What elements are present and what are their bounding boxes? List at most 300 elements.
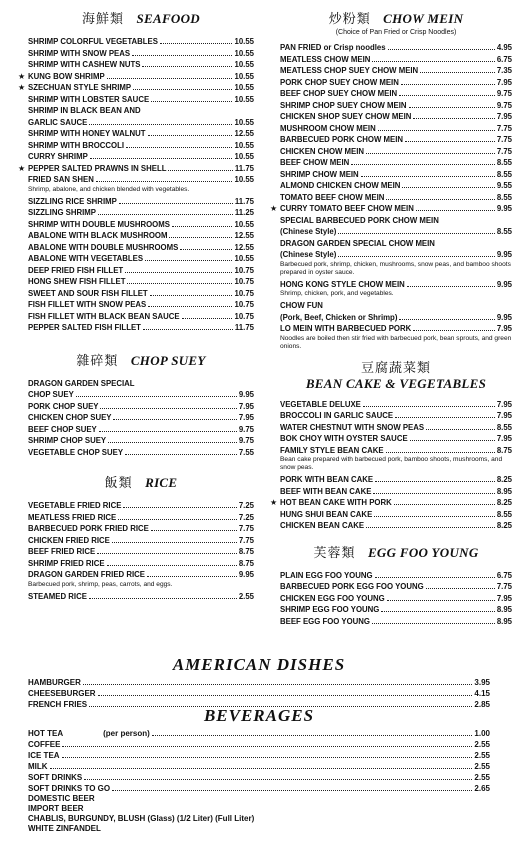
menu-item-name: DEEP FRIED FISH FILLET [28, 265, 124, 275]
menu-item-price: 11.25 [234, 208, 254, 217]
menu-item-extra: (per person) [103, 729, 150, 738]
menu-item-name: SOFT DRINKS [28, 773, 83, 782]
beverages-section [28, 706, 490, 834]
menu-item [280, 509, 512, 521]
menu-item [28, 772, 490, 783]
menu-item-name: MEATLESS CHOW MEIN [280, 54, 371, 64]
menu-item-price: 8.25 [496, 521, 512, 530]
menu-item-price: 7.55 [238, 447, 254, 457]
chow-mein-subtitle: (Choice of Pan Fried or Crisp Noodles) [335, 29, 457, 36]
menu-item-name: SOFT DRINKS TO GO [28, 784, 111, 793]
menu-item-price: 12.55 [234, 129, 254, 138]
menu-item-name: CHICKEN EGG FOO YOUNG [280, 593, 385, 603]
menu-item-name: ABALONE WITH VEGETABLES [28, 254, 144, 263]
menu-item-name: HOT TEA [28, 729, 64, 738]
menu-item-price: 7.95 [496, 324, 512, 333]
leader-dots [413, 111, 494, 119]
seafood-title-cn: 海鮮類 [82, 12, 125, 27]
menu-item-price: 2.65 [474, 784, 490, 793]
leader-dots [147, 569, 237, 577]
menu-item-price: 7.25 [238, 501, 254, 510]
star-icon: ★ [270, 498, 278, 507]
menu-item-name: STEAMED RICE [28, 591, 87, 601]
menu-item-price: 2.55 [474, 773, 490, 782]
leader-dots [112, 535, 237, 543]
leader-dots [127, 276, 232, 284]
leader-dots [372, 616, 495, 624]
menu-item-note: Barbecued pork, shrimp, chicken, mushrooms, snow peas, and bamboo shoots prepared in oyster sauce. [280, 260, 511, 276]
chop-suey-title [28, 352, 254, 370]
menu-item-name: VEGETABLE FRIED RICE [28, 501, 122, 510]
menu-item-price: 9.95 [238, 390, 254, 399]
chop-suey-title-cn: 雜碎類 [76, 353, 119, 369]
leader-dots [426, 422, 495, 430]
menu-item-name: SHRIMP WITH HONEY WALNUT [28, 129, 146, 138]
menu-item-name: SIZZLING RICE SHRIMP [28, 196, 117, 206]
menu-item-price: 10.55 [234, 94, 254, 104]
menu-item [28, 535, 254, 547]
menu-item [280, 410, 512, 422]
menu-item-name: BARBECUED PORK EGG FOO YOUNG [280, 582, 424, 591]
menu-item-price: 8.95 [496, 616, 512, 626]
menu-item [270, 203, 512, 215]
leader-dots [381, 604, 494, 612]
menu-item-price: 7.75 [496, 135, 512, 144]
menu-item-price: 8.75 [496, 445, 512, 455]
menu-item [280, 226, 512, 238]
menu-item-price: 10.75 [234, 265, 254, 275]
menu-item [28, 412, 254, 424]
menu-item-name: MEATLESS CHOP SUEY CHOW MEIN [280, 66, 419, 75]
leader-dots [108, 435, 237, 443]
menu-item [28, 242, 254, 254]
menu-item-price: 8.55 [496, 169, 512, 179]
menu-item [28, 94, 254, 106]
menu-item-price: 12.55 [234, 242, 254, 252]
leader-dots [107, 71, 233, 79]
beverages-title: BEVERAGES [203, 706, 315, 725]
menu-item-name: MILK [28, 762, 48, 771]
menu-item [280, 169, 512, 181]
menu-item [28, 36, 254, 48]
chow-mein-title-cn: 炒粉類 [328, 12, 371, 27]
leader-dots [407, 279, 495, 287]
leader-dots [387, 593, 495, 601]
menu-item-name: ALMOND CHICKEN CHOW MEIN [280, 181, 401, 190]
menu-item-price: 8.55 [496, 227, 512, 236]
menu-item-price: 9.55 [496, 181, 512, 190]
leader-dots [98, 688, 473, 696]
leader-dots [118, 512, 237, 520]
menu-item [280, 134, 512, 146]
egg-foo-young-title [280, 544, 512, 562]
menu-item [28, 814, 490, 824]
menu-item-name: BOK CHOY WITH OYSTER SAUCE [280, 434, 408, 443]
menu-item [18, 82, 254, 94]
menu-item-name: BEEF CHOW MEIN [280, 158, 350, 167]
menu-item [280, 433, 512, 445]
egg-foo-young-title-cn: 芙蓉類 [313, 545, 356, 561]
leader-dots [363, 399, 495, 407]
menu-item [280, 593, 512, 605]
egg-foo-young-title-en: EGG FOO YOUNG [367, 544, 479, 560]
menu-item-price: 3.95 [474, 678, 490, 687]
leader-dots [90, 151, 233, 159]
bean-cake-title [280, 361, 512, 391]
menu-item-price: 7.95 [238, 413, 254, 422]
menu-item [270, 497, 512, 509]
egg-foo-young-list [280, 570, 512, 628]
menu-item-name: MEATLESS FRIED RICE [28, 512, 117, 522]
menu-item [280, 157, 512, 169]
menu-item [280, 54, 512, 66]
menu-item [28, 230, 254, 242]
leader-dots [338, 249, 494, 257]
menu-item [280, 77, 512, 89]
leader-dots [366, 520, 495, 528]
menu-item-price: 8.95 [496, 486, 512, 496]
menu-item [280, 180, 512, 192]
menu-item [28, 105, 254, 117]
menu-item-price: 7.95 [496, 399, 512, 409]
menu-item-price: 10.75 [234, 311, 254, 321]
menu-item-price: 10.55 [234, 140, 254, 150]
menu-item-name: WATER CHESTNUT WITH SNOW PEAS [280, 422, 425, 432]
menu-item [280, 100, 512, 112]
menu-item [28, 569, 254, 581]
menu-item-price: 6.75 [496, 54, 512, 64]
leader-dots [399, 312, 494, 320]
menu-item [28, 447, 254, 459]
leader-dots [89, 591, 237, 599]
menu-item-name: GARLIC SAUCE [28, 117, 88, 127]
menu-item [28, 739, 490, 750]
menu-item-price: 2.55 [238, 591, 254, 601]
menu-item-price: 10.55 [234, 219, 254, 229]
leader-dots [62, 750, 473, 758]
menu-item [280, 399, 512, 411]
menu-item [28, 558, 254, 570]
menu-item-price: 8.25 [496, 475, 512, 484]
menu-item-price: 8.55 [496, 422, 512, 432]
menu-item [280, 249, 512, 261]
leader-dots [151, 523, 237, 531]
menu-item [28, 322, 254, 334]
menu-item-price: 8.75 [238, 558, 254, 568]
chow-mein-title-en: CHOW MEIN [383, 11, 464, 26]
menu-item [28, 174, 254, 186]
menu-item [28, 401, 254, 413]
menu-item [280, 312, 512, 324]
leader-dots [182, 311, 233, 319]
menu-item [28, 500, 254, 512]
menu-item-name: MUSHROOM CHOW MEIN [280, 123, 376, 133]
american-title: AMERICAN DISHES [172, 655, 346, 674]
menu-item-name: BROCCOLI IN GARLIC SAUCE [280, 411, 394, 420]
menu-item-name: IMPORT BEER [28, 804, 84, 813]
menu-item-name: (Chinese Style) [280, 227, 337, 236]
menu-item [28, 546, 254, 558]
menu-item [280, 616, 512, 628]
menu-item-name: SHRIMP WITH SNOW PEAS [28, 48, 131, 58]
menu-item [28, 207, 254, 219]
menu-item-note: Barbecued pork, shrimp, peas, carrots, and eggs. [28, 580, 173, 588]
menu-item-name: PORK CHOP SUEY CHOW MEIN [280, 77, 399, 87]
menu-item-name: PEPPER SALTED PRAWNS IN SHELL [28, 163, 167, 173]
menu-item-name: SHRIMP FRIED RICE [28, 558, 105, 568]
menu-item [28, 389, 254, 401]
star-icon: ★ [270, 204, 278, 213]
menu-item-name: SPECIAL BARBECUED PORK CHOW MEIN [280, 215, 439, 225]
star-icon: ★ [18, 71, 26, 81]
leader-dots [410, 433, 495, 441]
menu-item-name: CHICKEN CHOP SUEY [28, 413, 112, 422]
leader-dots [97, 546, 237, 554]
menu-item-name: SZECHUAN STYLE SHRIMP [28, 83, 132, 92]
menu-item-name: HAMBURGER [28, 678, 81, 687]
leader-dots [152, 728, 473, 736]
menu-item [28, 128, 254, 140]
menu-item-price: 10.75 [234, 288, 254, 298]
leader-dots [168, 163, 232, 171]
menu-item-name: SHRIMP COLORFUL VEGETABLES [28, 37, 158, 46]
menu-item [280, 215, 512, 227]
leader-dots [399, 88, 495, 96]
menu-item-name: (Pork, Beef, Chicken or Shrimp) [280, 312, 398, 322]
menu-item-name: VEGETABLE DELUXE [280, 399, 361, 409]
menu-item [280, 323, 512, 335]
menu-item-name: WHITE ZINFANDEL [28, 824, 101, 833]
menu-item [280, 238, 512, 250]
menu-item-price: 7.25 [238, 512, 254, 522]
menu-item [28, 728, 490, 739]
menu-item-name: FISH FILLET WITH BLACK BEAN SAUCE [28, 311, 180, 321]
leader-dots [126, 140, 232, 148]
menu-item [28, 824, 490, 834]
leader-dots [62, 739, 472, 747]
menu-item-price: 8.75 [238, 547, 254, 556]
menu-item-name: FRENCH FRIES [28, 700, 88, 709]
menu-item [280, 279, 512, 291]
seafood-list [18, 36, 254, 334]
menu-item [280, 581, 512, 593]
menu-item-price: 9.75 [496, 89, 512, 98]
leader-dots [84, 772, 472, 780]
menu-item [28, 750, 490, 761]
menu-item-name: BARBECUED PORK CHOW MEIN [280, 135, 404, 144]
bean-cake-list [270, 399, 512, 532]
menu-item [28, 677, 490, 688]
menu-item-name: ABALONE WITH BLACK MUSHROOM [28, 231, 168, 240]
menu-item-price: 7.75 [496, 146, 512, 156]
leader-dots [351, 157, 495, 165]
menu-item-price: 12.55 [234, 231, 254, 240]
menu-item-name: SHRIMP WITH LOBSTER SAUCE [28, 94, 150, 104]
menu-item [280, 474, 512, 486]
left-column [18, 10, 254, 602]
menu-item-name: DRAGON GARDEN SPECIAL CHOW MEIN [280, 238, 435, 248]
menu-item-name: KUNG BOW SHRIMP [28, 71, 105, 81]
leader-dots [361, 169, 495, 177]
menu-item-price: 7.95 [496, 112, 512, 121]
leader-dots [338, 226, 494, 234]
leader-dots [372, 54, 494, 62]
leader-dots [99, 424, 237, 432]
menu-item-name: SHRIMP CHOW MEIN [280, 169, 359, 179]
menu-item-price: 7.35 [496, 66, 512, 75]
menu-item-price: 8.95 [496, 605, 512, 614]
menu-item [28, 140, 254, 152]
menu-item-price: 10.55 [234, 71, 254, 81]
leader-dots [143, 322, 233, 330]
leader-dots [375, 570, 495, 578]
star-icon: ★ [18, 163, 26, 173]
right-column [270, 10, 512, 627]
leader-dots [374, 509, 495, 517]
chop-suey-list [28, 389, 254, 458]
menu-item-price: 11.75 [234, 163, 254, 173]
menu-item-price: 9.95 [496, 279, 512, 289]
menu-item-name: CHICKEN SHOP SUEY CHOW MEIN [280, 112, 412, 121]
menu-item-price: 7.75 [496, 582, 512, 591]
chow-mein-list [270, 42, 512, 351]
leader-dots [142, 59, 232, 67]
menu-item-price: 10.55 [234, 48, 254, 58]
menu-item [280, 123, 512, 135]
menu-item-price: 7.75 [496, 123, 512, 133]
leader-dots [405, 134, 495, 142]
menu-item-price: 9.95 [496, 312, 512, 322]
menu-item [280, 570, 512, 582]
menu-item [28, 311, 254, 323]
leader-dots [386, 445, 495, 453]
menu-item [28, 761, 490, 772]
menu-item-name: BARBECUED PORK FRIED RICE [28, 524, 149, 533]
chop-suey-title-en: CHOP SUEY [130, 352, 206, 368]
menu-item-note: Shrimp, abalone, and chicken blended with vegetables. [28, 185, 190, 193]
menu-item [280, 146, 512, 158]
menu-item-note: Noodles are boiled then stir fried with barbecued pork, bean sprouts, and green onions. [280, 334, 512, 350]
menu-item-name: VEGETABLE CHOP SUEY [28, 447, 124, 457]
menu-item [280, 486, 512, 498]
leader-dots [420, 65, 495, 73]
rice-title-cn: 飯類 [104, 476, 133, 491]
leader-dots [416, 203, 495, 211]
menu-item [18, 163, 254, 175]
menu-item [28, 117, 254, 129]
menu-item-price: 11.75 [234, 196, 254, 206]
menu-item [28, 783, 490, 794]
menu-item-name: FRIED SAN SHEN [28, 175, 94, 184]
chow-mein-title [280, 10, 512, 28]
menu-item-price: 8.25 [496, 498, 512, 507]
menu-item-name: SHRIMP IN BLACK BEAN AND [28, 106, 141, 115]
leader-dots [100, 401, 236, 409]
menu-item-name: HUNG SHUI BEAN CAKE [280, 509, 373, 519]
menu-item-name: PEPPER SALTED FISH FILLET [28, 323, 141, 332]
menu-item-name: SHRIMP CHOP SUEY CHOW MEIN [280, 100, 407, 110]
menu-item-name: SHRIMP CHOP SUEY [28, 436, 107, 445]
leader-dots [409, 100, 495, 108]
menu-item-name: FISH FILLET WITH SNOW PEAS [28, 300, 147, 309]
leader-dots [169, 230, 232, 238]
menu-item-name: CHICKEN BEAN CAKE [280, 521, 365, 530]
leader-dots [394, 497, 495, 505]
leader-dots [76, 389, 237, 397]
menu-item-note: Shrimp, chicken, pork, and vegetables. [280, 290, 394, 297]
leader-dots [96, 174, 233, 182]
menu-item [28, 523, 254, 535]
leader-dots [133, 82, 232, 90]
beverages-list [28, 728, 490, 834]
menu-item [280, 111, 512, 123]
menu-item-name: SIZZLING SHRIMP [28, 208, 97, 217]
menu-item [280, 192, 512, 204]
leader-dots [373, 486, 494, 494]
leader-dots [132, 48, 232, 56]
leader-dots [180, 242, 232, 250]
menu-item-price: 6.75 [496, 570, 512, 580]
rice-title-en: RICE [145, 475, 178, 490]
leader-dots [107, 558, 237, 566]
menu-item-name: HONG SHEW FISH FILLET [28, 277, 126, 286]
menu-item-name: BEEF WITH BEAN CAKE [280, 486, 372, 496]
menu-item-name: CURRY SHRIMP [28, 152, 88, 161]
menu-item [280, 65, 512, 77]
menu-item-price: 10.55 [234, 117, 254, 127]
leader-dots [160, 36, 233, 44]
menu-item-name: PLAIN EGG FOO YOUNG [280, 570, 373, 580]
menu-item-price: 7.75 [238, 524, 254, 533]
menu-item [28, 265, 254, 277]
menu-item [28, 276, 254, 288]
menu-item [28, 299, 254, 311]
menu-item-price: 9.75 [496, 100, 512, 110]
menu-item-price: 7.95 [496, 77, 512, 87]
menu-item-price: 1.00 [474, 729, 490, 738]
menu-item [28, 288, 254, 300]
menu-item [28, 794, 490, 804]
menu-item-name: LO MEIN WITH BARBECUED PORK [280, 324, 412, 333]
star-icon: ★ [18, 83, 26, 92]
menu-item-name: FAMILY STYLE BEAN CAKE [280, 445, 384, 455]
leader-dots [172, 219, 233, 227]
menu-item [28, 804, 490, 814]
leader-dots [119, 196, 233, 204]
menu-item-note: Bean cake prepared with barbecued pork, bamboo shoots, mushrooms, and snow peas. [280, 456, 503, 471]
menu-item-price: 7.95 [496, 411, 512, 420]
leader-dots [413, 323, 495, 331]
menu-item-price: 2.55 [474, 762, 490, 771]
menu-item-name: CHABLIS, BURGUNDY, BLUSH (Glass) (1/2 Liter) (Full Liter) [28, 814, 255, 823]
menu-item-price: 9.95 [496, 204, 512, 213]
menu-item-price: 7.95 [496, 434, 512, 443]
menu-item-price: 9.75 [238, 424, 254, 434]
menu-item-price: 11.75 [234, 323, 254, 332]
menu-item-name: PAN FRIED or Crisp noodles [280, 43, 386, 52]
menu-item-name: SHRIMP WITH DOUBLE MUSHROOMS [28, 219, 170, 229]
leader-dots [378, 123, 495, 131]
menu-item-price: 10.55 [234, 254, 254, 263]
leader-dots [125, 265, 232, 273]
leader-dots [401, 77, 495, 85]
rice-list [28, 500, 254, 602]
menu-item [28, 59, 254, 71]
menu-item-name: CHICKEN CHOW MEIN [280, 146, 365, 156]
menu-item-name: (Chinese Style) [280, 250, 337, 259]
menu-item [280, 604, 512, 616]
leader-dots [113, 412, 236, 420]
